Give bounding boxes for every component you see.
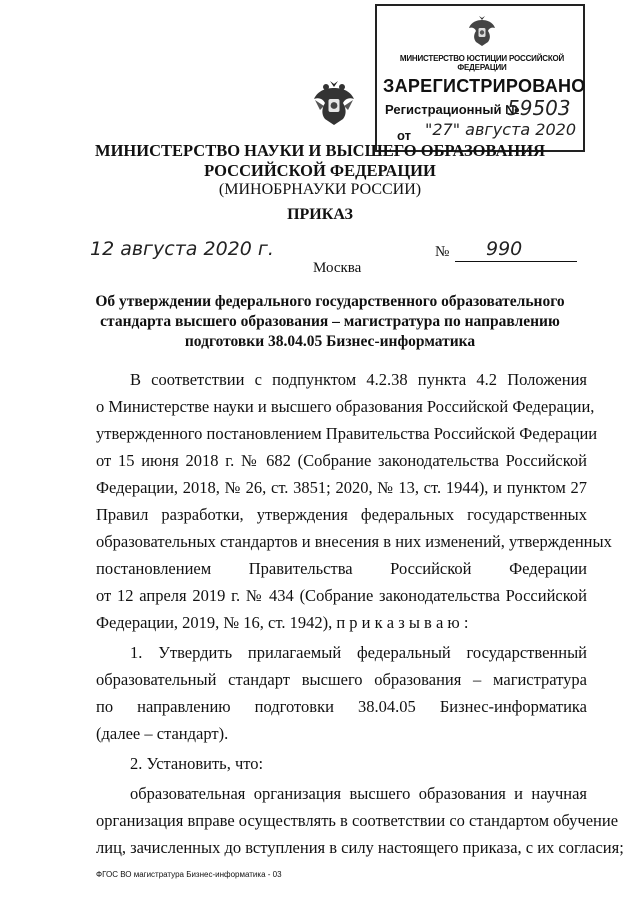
ministry-abbrev: (МИНОБРНАУКИ РОССИИ) xyxy=(218,181,422,198)
body-line: Федерации, 2019, № 16, ст. 1942), п р и к а з ы в а ю : xyxy=(96,613,469,632)
eagle-emblem-icon xyxy=(467,14,497,48)
body-line: лиц, зачисленных до вступления в силу настоящего приказа, с их согласия; xyxy=(96,838,624,857)
stamp-reg-label: Регистрационный № xyxy=(385,102,520,117)
order-title: ПРИКАЗ xyxy=(287,206,353,223)
body-line: по направлению подготовки 38.04.05 Бизнес-информатика xyxy=(96,697,587,716)
body-line: от 15 июня 2018 г. № 682 (Собрание законодательства Российской xyxy=(96,451,587,470)
body-line: Правил разработки, утверждения федеральных государственных xyxy=(96,505,587,524)
order-number: 990 xyxy=(486,238,523,260)
body-line: В соответствии с подпунктом 4.2.38 пункта 4.2 Положения xyxy=(130,370,587,389)
coat-of-arms-icon xyxy=(312,78,356,128)
body-line: образовательный стандарт высшего образования – магистратура xyxy=(96,670,587,689)
stamp-ministry: МИНИСТЕРСТВО ЮСТИЦИИ РОССИЙСКОЙ ФЕДЕРАЦИИ xyxy=(399,54,565,72)
body-line: утвержденного постановлением Правительства Российской Федерации xyxy=(96,424,598,443)
order-number-underline xyxy=(455,261,577,262)
ministry-title-line2: РОССИЙСКОЙ ФЕДЕРАЦИИ xyxy=(204,161,436,180)
body-line: образовательных стандартов и внесения в них изменений, утвержденных xyxy=(96,532,612,551)
stamp-date-label: от xyxy=(397,128,411,143)
order-date: 12 августа 2020 г. xyxy=(90,238,274,260)
stamp-registered: ЗАРЕГИСТРИРОВАНО xyxy=(383,76,586,96)
stamp-date: "27" августа 2020 xyxy=(425,120,576,139)
body-line: 1. Утвердить прилагаемый федеральный государственный xyxy=(130,643,587,662)
order-number-label: № xyxy=(435,244,450,260)
stamp-reg-number: 59503 xyxy=(507,96,571,120)
body-line: постановлением Правительства Российской Федерации xyxy=(96,559,587,578)
body-line: (далее – стандарт). xyxy=(96,724,229,743)
body-line: Федерации, 2018, № 26, ст. 3851; 2020, № 13, ст. 1944), и пунктом 27 xyxy=(96,478,587,497)
subject-line: Об утверждении федерального государственного образовательного xyxy=(95,293,565,310)
body-line: организация вправе осуществлять в соответствии со стандартом обучение xyxy=(96,811,619,830)
body-line: образовательная организация высшего образования и научная xyxy=(130,784,587,803)
body-line: о Министерстве науки и высшего образования Российской Федерации, xyxy=(96,397,595,416)
body-line: 2. Установить, что: xyxy=(130,754,264,773)
subject-line: подготовки 38.04.05 Бизнес-информатика xyxy=(184,333,476,350)
page-footer: ФГОС ВО магистратура Бизнес-информатика - 03 xyxy=(96,870,282,879)
registration-stamp xyxy=(375,4,585,152)
body-line: от 12 апреля 2019 г. № 434 (Собрание законодательства Российской xyxy=(96,586,587,605)
subject-line: стандарта высшего образования – магистратура по направлению xyxy=(100,313,560,330)
ministry-title: МИНИСТЕРСТВО НАУКИ И ВЫСШЕГО ОБРАЗОВАНИЯ xyxy=(95,141,545,160)
order-city: Москва xyxy=(313,260,362,276)
